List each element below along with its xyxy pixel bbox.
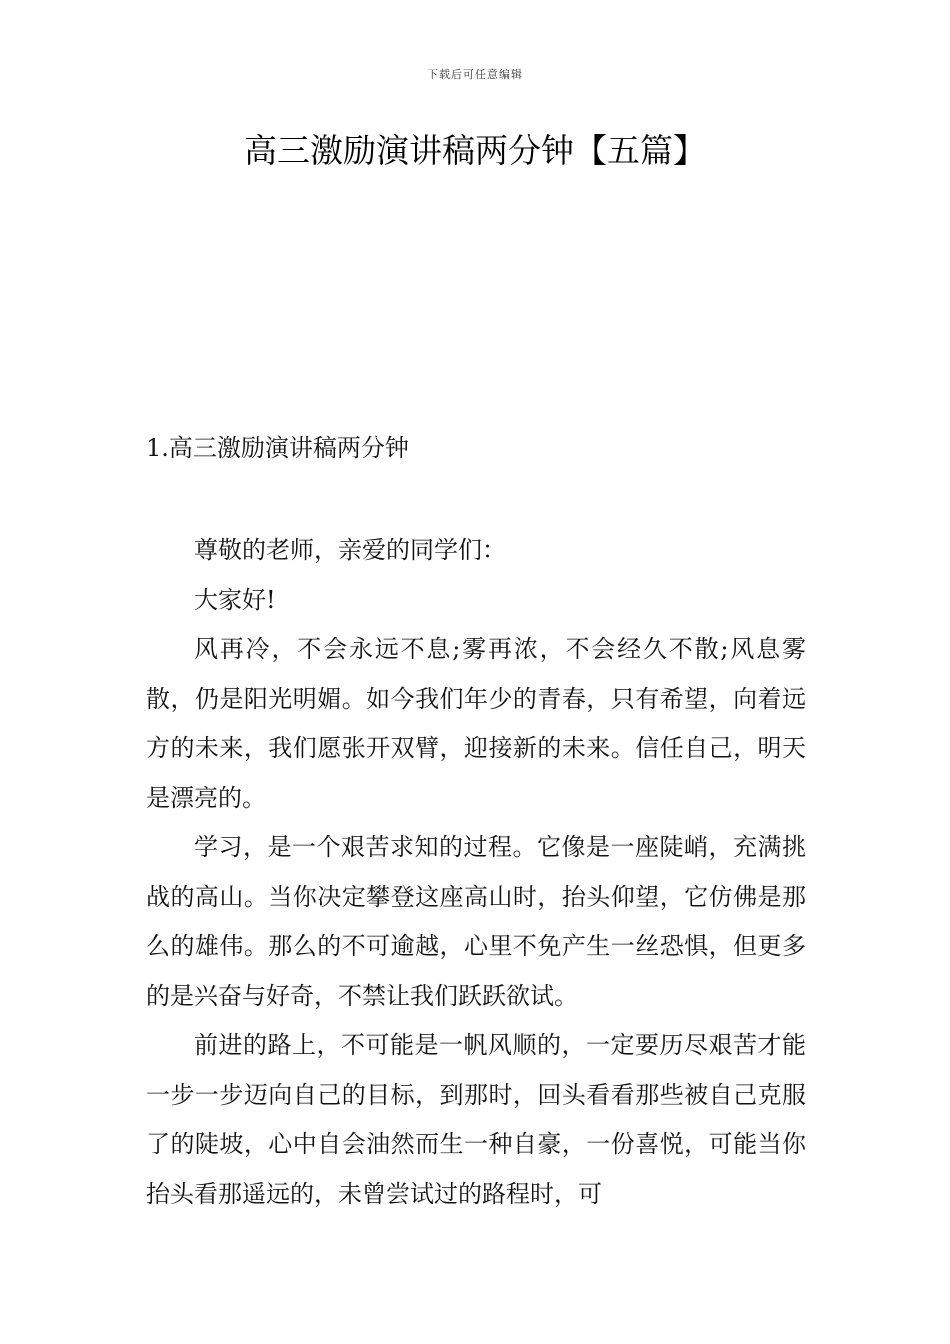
- document-title: 高三激励演讲稿两分钟【五篇】: [244, 131, 706, 170]
- download-note: 下载后可任意编辑: [427, 68, 523, 81]
- salutation-paragraph: 尊敬的老师，亲爱的同学们：: [194, 536, 506, 564]
- body-paragraph: 前进的路上，不可能是一帆风顺的，一定要历尽艰苦才能一步一步迈向自己的目标，到那时，回头看看那些被自己克服了的陡坡，心中自会油然而生一种自豪，一份喜悦，可能当你抬头看那遥远的，未曾尝试过的路程时，可: [146, 1031, 806, 1208]
- greeting-paragraph: 大家好!: [194, 585, 276, 614]
- body-paragraph: 风再冷，不会永远不息;雾再浓，不会经久不散;风息雾散，仍是阳光明媚。如今我们年少的青春，只有希望，向着远方的未来，我们愿张开双臂，迎接新的未来。信任自己，明天是漂亮的。: [146, 635, 806, 812]
- body-paragraph: 学习，是一个艰苦求知的过程。它像是一座陡峭，充满挑战的高山。当你决定攀登这座高山时，抬头仰望，它仿佛是那么的雄伟。那么的不可逾越，心里不免产生一丝恐惧，但更多的是兴奋与好奇，不禁让我们跃跃欲试。: [146, 833, 806, 1010]
- section-heading: 1.高三激励演讲稿两分钟: [146, 434, 409, 462]
- speech-body: [146, 526, 806, 1219]
